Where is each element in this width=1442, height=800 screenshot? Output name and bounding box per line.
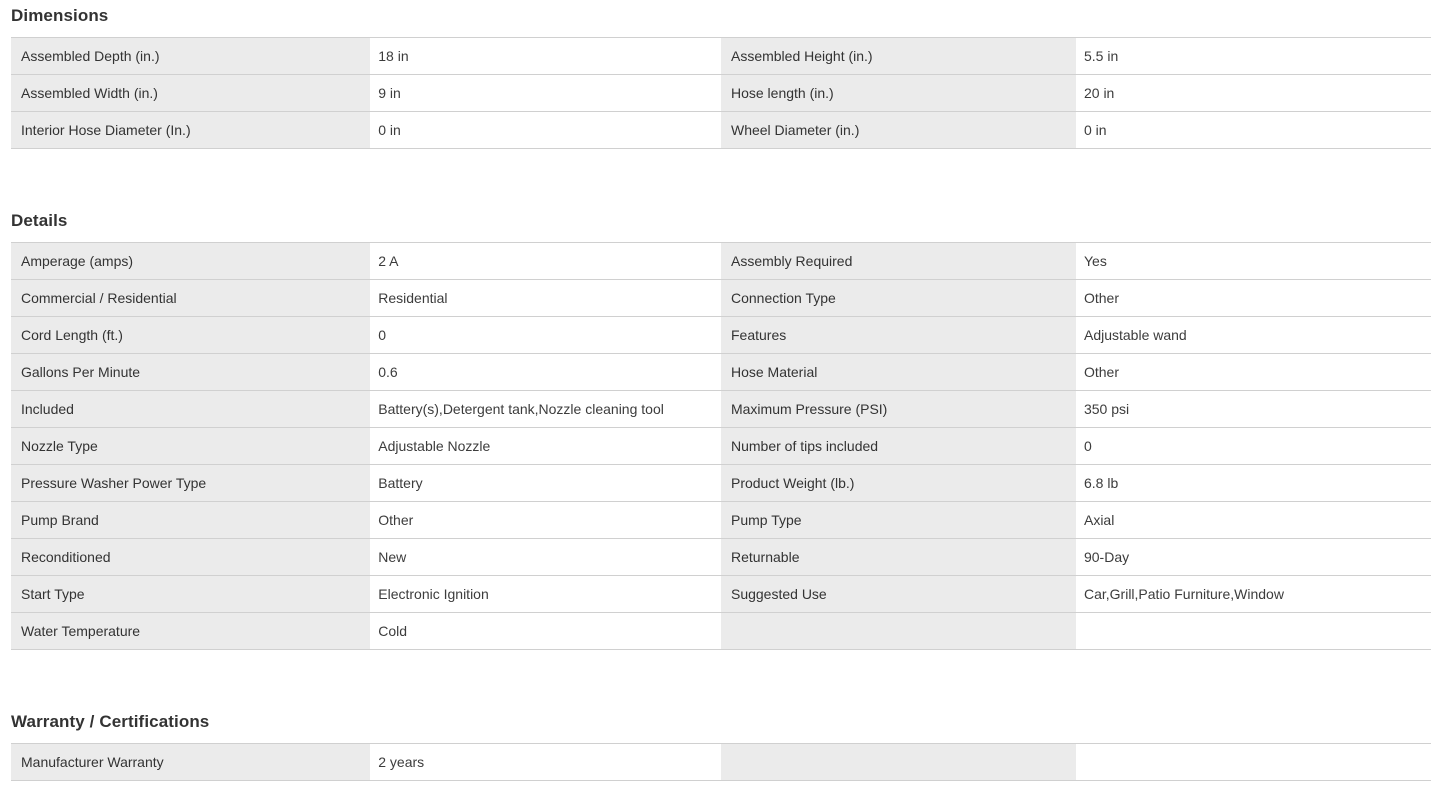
section-title-details: Details	[11, 211, 68, 230]
spec-row	[11, 744, 1431, 781]
spec-value	[1076, 744, 1431, 780]
spec-value: 18 in	[370, 38, 721, 74]
spec-value: 2 years	[370, 744, 721, 780]
spec-value: Electronic Ignition	[370, 576, 721, 612]
spec-row	[11, 576, 1431, 613]
spec-row	[11, 465, 1431, 502]
spec-row	[11, 391, 1431, 428]
spec-value	[1076, 613, 1431, 649]
spec-label: Start Type	[11, 576, 370, 612]
spec-value: Yes	[1076, 243, 1431, 279]
spec-label: Connection Type	[721, 280, 1076, 316]
spec-label: Interior Hose Diameter (In.)	[11, 112, 370, 148]
spec-label: Number of tips included	[721, 428, 1076, 464]
details-spec-table	[11, 242, 1431, 650]
spec-value: 2 A	[370, 243, 721, 279]
spec-label	[721, 613, 1076, 649]
spec-value: 6.8 lb	[1076, 465, 1431, 501]
spec-row	[11, 354, 1431, 391]
spec-label: Cord Length (ft.)	[11, 317, 370, 353]
spec-row	[11, 38, 1431, 75]
spec-value: 0.6	[370, 354, 721, 390]
spec-label: Nozzle Type	[11, 428, 370, 464]
spec-label: Assembled Width (in.)	[11, 75, 370, 111]
spec-label: Pressure Washer Power Type	[11, 465, 370, 501]
section-details	[11, 211, 1431, 650]
spec-value: 0	[1076, 428, 1431, 464]
spec-value: Other	[1076, 354, 1431, 390]
warranty-spec-table	[11, 743, 1431, 781]
spec-value: Axial	[1076, 502, 1431, 538]
spec-row	[11, 75, 1431, 112]
spec-value: New	[370, 539, 721, 575]
spec-value: Adjustable wand	[1076, 317, 1431, 353]
spec-row	[11, 428, 1431, 465]
section-dimensions	[11, 6, 1431, 149]
section-title-dimensions: Dimensions	[11, 6, 109, 25]
spec-label	[721, 744, 1076, 780]
spec-value: 20 in	[1076, 75, 1431, 111]
spec-label: Pump Type	[721, 502, 1076, 538]
spec-value: 0	[370, 317, 721, 353]
spec-label: Water Temperature	[11, 613, 370, 649]
spec-value: 9 in	[370, 75, 721, 111]
spec-label: Commercial / Residential	[11, 280, 370, 316]
spec-label: Manufacturer Warranty	[11, 744, 370, 780]
spec-value: 90-Day	[1076, 539, 1431, 575]
spec-label: Assembled Height (in.)	[721, 38, 1076, 74]
spec-value: Other	[1076, 280, 1431, 316]
spec-value: Other	[370, 502, 721, 538]
section-warranty-certifications	[11, 712, 1431, 781]
spec-row	[11, 539, 1431, 576]
spec-label: Suggested Use	[721, 576, 1076, 612]
spec-label: Included	[11, 391, 370, 427]
spec-value: Adjustable Nozzle	[370, 428, 721, 464]
spec-label: Pump Brand	[11, 502, 370, 538]
spec-label: Wheel Diameter (in.)	[721, 112, 1076, 148]
spec-label: Product Weight (lb.)	[721, 465, 1076, 501]
spec-value: 350 psi	[1076, 391, 1431, 427]
spec-row	[11, 280, 1431, 317]
spec-label: Returnable	[721, 539, 1076, 575]
dimensions-spec-table	[11, 37, 1431, 149]
spec-row	[11, 243, 1431, 280]
spec-value: Residential	[370, 280, 721, 316]
spec-row	[11, 502, 1431, 539]
spec-label: Maximum Pressure (PSI)	[721, 391, 1076, 427]
spec-value: 0 in	[370, 112, 721, 148]
spec-label: Gallons Per Minute	[11, 354, 370, 390]
spec-row	[11, 317, 1431, 354]
spec-label: Features	[721, 317, 1076, 353]
spec-label: Reconditioned	[11, 539, 370, 575]
section-title-warranty-certifications: Warranty / Certifications	[11, 712, 210, 731]
spec-value: 0 in	[1076, 112, 1431, 148]
spec-label: Assembled Depth (in.)	[11, 38, 370, 74]
spec-label: Assembly Required	[721, 243, 1076, 279]
spec-value: Battery	[370, 465, 721, 501]
spec-value: Battery(s),Detergent tank,Nozzle cleaning tool	[370, 391, 721, 427]
spec-label: Hose length (in.)	[721, 75, 1076, 111]
spec-label: Hose Material	[721, 354, 1076, 390]
spec-value: Car,Grill,Patio Furniture,Window	[1076, 576, 1431, 612]
spec-label: Amperage (amps)	[11, 243, 370, 279]
spec-row	[11, 613, 1431, 650]
spec-value: Cold	[370, 613, 721, 649]
spec-row	[11, 112, 1431, 149]
spec-value: 5.5 in	[1076, 38, 1431, 74]
